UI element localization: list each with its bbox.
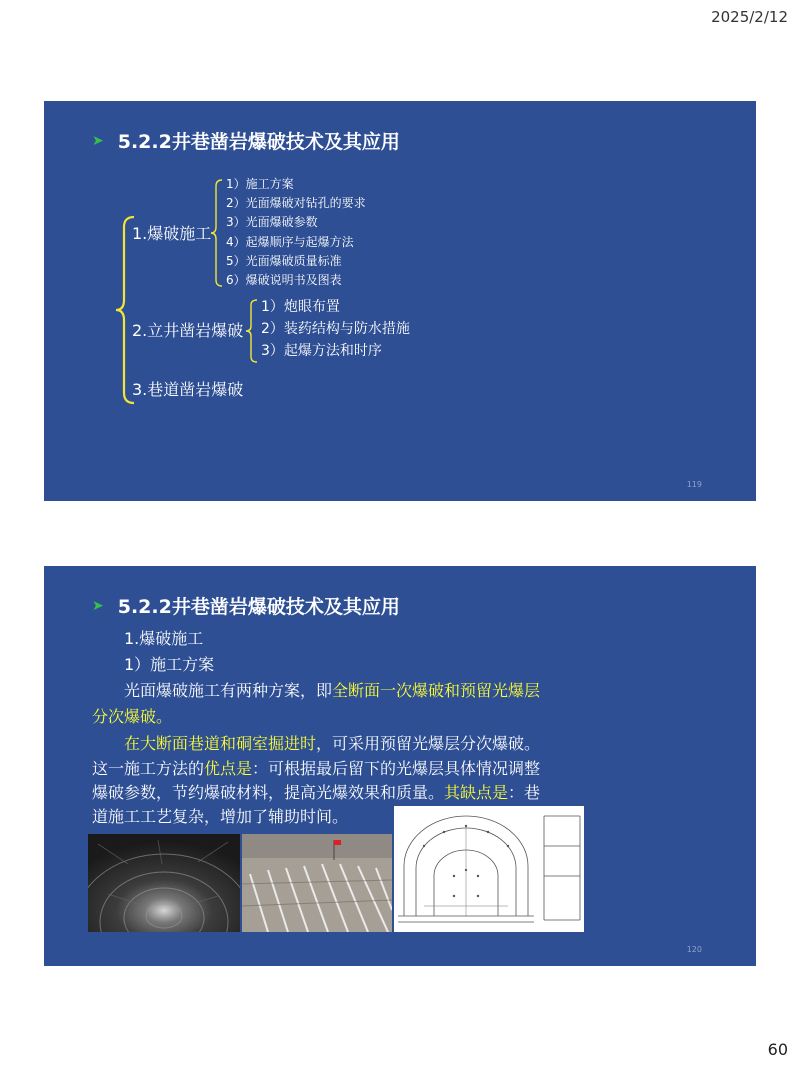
rock-face-photo bbox=[242, 834, 392, 932]
text: ，可采用预留光爆层分次爆破。 bbox=[316, 734, 541, 753]
slide-number: 119 bbox=[686, 480, 702, 489]
group2-item-1: 1）炮眼布置 bbox=[261, 299, 340, 315]
paragraph-line-3 bbox=[124, 732, 540, 756]
group1-item-4: 4）起爆顺序与起爆方法 bbox=[226, 235, 354, 249]
slide-construction-plan bbox=[44, 566, 756, 966]
text: 光面爆破施工有两种方案，即 bbox=[124, 681, 333, 700]
highlight-text: 在大断面巷道和硐室掘进时 bbox=[124, 734, 317, 753]
group1-item-2: 2）光面爆破对钻孔的要求 bbox=[226, 196, 366, 210]
page-date: 2025/2/12 bbox=[711, 8, 788, 26]
text: 爆破参数，节约爆破材料，提高光爆效果和质量。 bbox=[92, 783, 445, 802]
page-number: 60 bbox=[767, 1040, 788, 1059]
paragraph-line-5 bbox=[92, 781, 540, 805]
heading-construction-plan: 1）施工方案 bbox=[124, 655, 215, 674]
tunnel-photo bbox=[88, 834, 240, 932]
group2-item-3: 3）起爆方法和时序 bbox=[261, 343, 382, 359]
slide-title bbox=[92, 592, 400, 619]
tunnel-blueprint-drawing bbox=[394, 806, 584, 932]
group1-item-1: 1）施工方案 bbox=[226, 177, 294, 191]
text: ：可根据最后留下的光爆层具体情况调整 bbox=[252, 759, 541, 778]
arrow-bullet-icon: ➤ bbox=[92, 132, 104, 149]
slide-number: 120 bbox=[686, 945, 702, 954]
paragraph-line-6: 道施工工艺复杂，增加了辅助时间。 bbox=[92, 807, 349, 826]
paragraph-line-4 bbox=[92, 757, 540, 781]
slide-title-text: 5.2.2井巷凿岩爆破技术及其应用 bbox=[117, 596, 400, 618]
group1-item-3: 3）光面爆破参数 bbox=[226, 215, 318, 229]
text: 这一施工方法的 bbox=[92, 759, 205, 778]
highlight-text: 优点是 bbox=[204, 759, 253, 778]
paragraph-line-1 bbox=[124, 679, 540, 703]
heading-blasting-construction: 1.爆破施工 bbox=[124, 629, 204, 648]
group2-item-2: 2）装药结构与防水措施 bbox=[261, 321, 410, 337]
slide-outline bbox=[44, 101, 756, 501]
group1-item-5: 5）光面爆破质量标准 bbox=[226, 254, 342, 268]
group-label-tunnel-blasting: 3.巷道凿岩爆破 bbox=[132, 380, 244, 399]
group1-item-6: 6）爆破说明书及图表 bbox=[226, 273, 342, 287]
slide-title-text: 5.2.2井巷凿岩爆破技术及其应用 bbox=[117, 131, 400, 153]
group-label-shaft-blasting: 2.立井凿岩爆破 bbox=[132, 321, 244, 340]
highlight-text: 全断面一次爆破和预留光爆层 bbox=[332, 681, 541, 700]
group1-brace-icon bbox=[210, 178, 224, 288]
paragraph-line-2: 分次爆破。 bbox=[92, 707, 173, 726]
highlight-text: 其缺点是 bbox=[444, 783, 509, 802]
slide-title bbox=[92, 127, 400, 154]
arrow-bullet-icon: ➤ bbox=[92, 597, 104, 614]
text: ：巷 bbox=[508, 783, 541, 802]
group2-brace-icon bbox=[245, 298, 259, 364]
group-label-blasting-construction: 1.爆破施工 bbox=[132, 224, 212, 243]
